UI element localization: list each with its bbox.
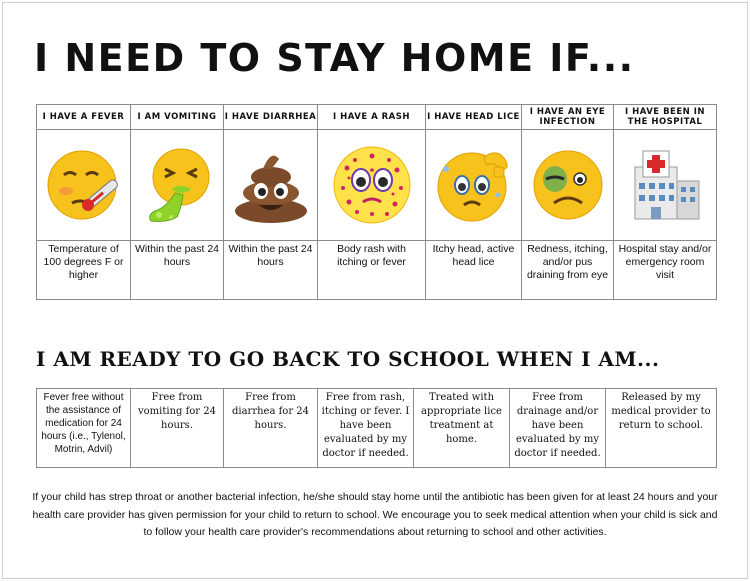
return-criteria-row bbox=[37, 389, 717, 468]
symptom-description: Within the past 24 hours bbox=[224, 241, 318, 300]
symptom-description: Hospital stay and/or emergency room visit bbox=[614, 241, 717, 300]
symptom-image-cell bbox=[522, 130, 614, 241]
symptom-description: Body rash with itching or fever bbox=[318, 241, 426, 300]
symptom-header: I HAVE DIARRHEA bbox=[224, 105, 318, 130]
symptom-description-row bbox=[37, 241, 717, 300]
head-lice-emoji-icon bbox=[432, 143, 516, 227]
return-criterion: Free from vomiting for 24 hours. bbox=[131, 389, 224, 468]
symptom-image-cell bbox=[37, 130, 131, 241]
symptom-image-cell bbox=[614, 130, 717, 241]
return-criterion: Free from diarrhea for 24 hours. bbox=[224, 389, 318, 468]
symptom-description: Temperature of 100 degrees F or higher bbox=[37, 241, 131, 300]
vomiting-emoji-icon bbox=[137, 145, 217, 225]
symptom-header-row bbox=[37, 105, 717, 130]
symptom-image-cell bbox=[426, 130, 522, 241]
return-criterion: Free from rash, itching or fever. I have been evaluated by my doctor if needed. bbox=[318, 389, 414, 468]
footer-note: If your child has strep throat or another bacterial infection, he/she should stay home until the antibiotic has been given for at least 24 hours and your health care provider has given permission for your child to return to school. We encourage you to seek medical attention when your child is sick and to follow your health care provider's recommendations about returning to school and other activities. bbox=[32, 491, 718, 538]
fever-thermometer-emoji-icon bbox=[44, 145, 124, 225]
return-criterion: Free from drainage and/or have been evaluated by my doctor if needed. bbox=[510, 389, 606, 468]
symptom-header: I HAVE HEAD LICE bbox=[426, 105, 522, 130]
symptom-image-cell bbox=[224, 130, 318, 241]
hospital-icon bbox=[625, 145, 705, 225]
rash-emoji-icon bbox=[327, 142, 417, 228]
return-criterion: Fever free without the assistance of medication for 24 hours (i.e., Tylenol, Motrin, Advil) bbox=[37, 389, 131, 468]
return-criterion: Released by my medical provider to return to school. bbox=[606, 389, 717, 468]
poop-emoji-icon bbox=[229, 145, 313, 225]
eye-infection-emoji-icon bbox=[528, 145, 608, 225]
symptom-image-cell bbox=[131, 130, 224, 241]
symptom-description: Redness, itching, and/or pus draining from eye bbox=[522, 241, 614, 300]
symptom-image-cell bbox=[318, 130, 426, 241]
symptom-description: Itchy head, active head lice bbox=[426, 241, 522, 300]
symptom-header: I HAVE BEEN IN THE HOSPITAL bbox=[614, 105, 717, 130]
section-subtitle: I AM READY TO GO BACK TO SCHOOL WHEN I AM... bbox=[36, 347, 660, 371]
symptom-image-row bbox=[37, 130, 717, 241]
symptom-header: I HAVE AN EYE INFECTION bbox=[522, 105, 614, 130]
page-title: I NEED TO STAY HOME IF... bbox=[34, 36, 635, 80]
symptom-header: I HAVE A RASH bbox=[318, 105, 426, 130]
stay-home-table bbox=[36, 104, 717, 300]
symptom-description: Within the past 24 hours bbox=[131, 241, 224, 300]
return-criteria-table bbox=[36, 388, 717, 468]
symptom-header: I AM VOMITING bbox=[131, 105, 224, 130]
symptom-header: I HAVE A FEVER bbox=[37, 105, 131, 130]
return-criterion: Treated with appropriate lice treatment at home. bbox=[414, 389, 510, 468]
